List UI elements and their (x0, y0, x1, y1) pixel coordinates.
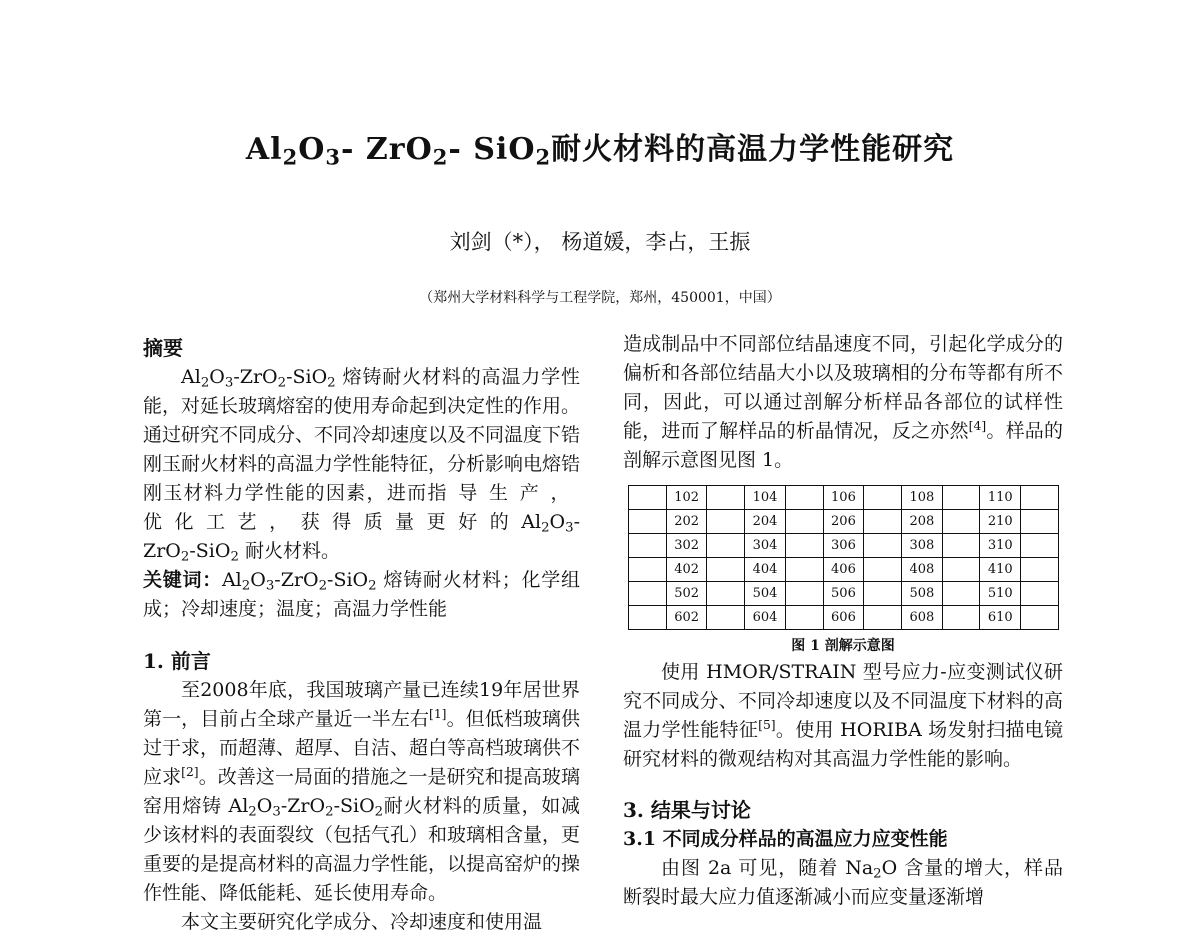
table-row (629, 486, 1059, 510)
dissection-diagram-table (628, 485, 1059, 630)
table-row (629, 534, 1059, 558)
citation-4: [4] (968, 419, 987, 434)
formula-al2o3-zro2-sio2: $Al_2O_3-ZrO_2-SiO_2$ (221, 569, 377, 594)
table-empty-cell (707, 558, 745, 582)
table-cell: 204 (745, 510, 786, 534)
table-empty-cell (1021, 558, 1059, 582)
right-column (623, 330, 1063, 912)
paper-title: $Al_2O_3-$ ZrO$_2$- SiO$_2$耐火材料的高温力学性能研究 (245, 132, 955, 170)
table-empty-cell (1021, 510, 1059, 534)
table-cell: 504 (745, 582, 786, 606)
section-3-1-paragraph: 由图 2a 可见，随着 $Na_2O$ 含量的增大，样品断裂时最大应力值逐渐减小而应变量逐渐增 (623, 857, 1063, 908)
intro-paragraph-1: 至2008年底，我国玻璃产量已连续19年居世界第一，目前占全球产量近一半左右[1]。但低档玻璃供过于求，而超薄、超厚、自洁、超白等高档玻璃供不应求[2]。改善这一局面的措施之一是研究和提高玻璃窑用熔铸 $Al_2O_3-ZrO_2-SiO_2$耐火材料的质量，如减少该材料的表面裂纹（包括气孔）和玻璃相含量，更重要的是提高材料的高温力学性能，以提高窑炉的操作性能、降低能耗、延长使用寿命。 (143, 679, 581, 904)
right-paragraph-2: 使用 HMOR/STRAIN 型号应力-应变测试仪研究不同成分、不同冷却速度以及不同温度下材料的高温力学性能特征[5]。使用 HORIBA 场发射扫描电镜研究材料的微观结构对其高温力学性能的影响。 (623, 661, 1063, 770)
table-cell: 108 (902, 486, 943, 510)
table-cell: 308 (902, 534, 943, 558)
table-row (629, 582, 1059, 606)
authors: 刘剑（*）， 杨道媛，李占，王振 (449, 230, 751, 254)
table-cell: 206 (823, 510, 864, 534)
left-column (143, 334, 580, 937)
keywords-label: 关键词： (143, 569, 222, 591)
section-1-heading: 1. 前言 (143, 649, 211, 673)
table-cell: 506 (823, 582, 864, 606)
table-cell: 608 (902, 606, 943, 630)
table-empty-cell (942, 486, 980, 510)
citation-5: [5] (758, 718, 776, 733)
table-cell: 210 (980, 510, 1021, 534)
table-cell: 508 (902, 582, 943, 606)
citation-1: [1] (429, 707, 447, 722)
abstract-body: $Al_2O_3-ZrO_2-SiO_2$ 熔铸耐火材料的高温力学性能，对延长玻璃熔窑的使用寿命起到决定性的作用。通过研究不同成分、不同冷却速度以及不同温度下锆刚玉耐火材料的高温力学性能特征，分析影响电熔锆刚玉材料力学性能的因素，进而指导生产，优化工艺，获得质量更好的$Al_2O_3-ZrO_2-SiO_2$ 耐火材料。 (143, 366, 581, 565)
citation-2: [2] (181, 765, 199, 780)
table-empty-cell (707, 510, 745, 534)
table-empty-cell (864, 558, 902, 582)
table-row (629, 510, 1059, 534)
table-cell: 510 (980, 582, 1021, 606)
section-3-heading: 3. 结果与讨论 (623, 798, 751, 822)
table-empty-cell (864, 534, 902, 558)
table-empty-cell (1021, 534, 1059, 558)
table-cell: 306 (823, 534, 864, 558)
formula-al2o3-zro2-sio2: $Al_2O_3-ZrO_2-SiO_2$ (228, 795, 384, 820)
table-empty-cell (785, 486, 823, 510)
table-cell: 502 (666, 582, 707, 606)
table-empty-cell (864, 510, 902, 534)
table-cell: 402 (666, 558, 707, 582)
table-cell: 606 (823, 606, 864, 630)
table-cell: 410 (980, 558, 1021, 582)
table-empty-cell (629, 534, 667, 558)
table-empty-cell (629, 510, 667, 534)
table-empty-cell (942, 558, 980, 582)
table-empty-cell (629, 558, 667, 582)
table-cell: 610 (980, 606, 1021, 630)
table-empty-cell (707, 534, 745, 558)
table-cell: 102 (666, 486, 707, 510)
table-empty-cell (864, 582, 902, 606)
table-empty-cell (785, 582, 823, 606)
formula-al2o3-zro2-sio2: $Al_2O_3-ZrO_2-SiO_2$ (143, 511, 580, 565)
table-empty-cell (785, 510, 823, 534)
table-cell: 104 (745, 486, 786, 510)
formula-al2o3-zro2-sio2: $Al_2O_3-ZrO_2-SiO_2$ (181, 366, 336, 391)
table-empty-cell (707, 486, 745, 510)
affiliation: （郑州大学材料科学与工程学院，郑州，450001，中国） (419, 290, 781, 306)
table-cell: 408 (902, 558, 943, 582)
table-empty-cell (707, 582, 745, 606)
table-empty-cell (785, 534, 823, 558)
table-empty-cell (785, 558, 823, 582)
table-cell: 406 (823, 558, 864, 582)
table-empty-cell (942, 606, 980, 630)
table-cell: 202 (666, 510, 707, 534)
table-cell: 310 (980, 534, 1021, 558)
table-cell: 110 (980, 486, 1021, 510)
table-empty-cell (1021, 486, 1059, 510)
table-empty-cell (1021, 582, 1059, 606)
table-empty-cell (785, 606, 823, 630)
table-empty-cell (629, 606, 667, 630)
right-paragraph-1: 造成制品中不同部位结晶速度不同，引起化学成分的偏析和各部位结晶大小以及玻璃相的分布等都有所不同，因此，可以通过剖解分析样品各部位的试样性能，进而了解样品的析晶情况，反之亦然[4]。样品的剖解示意图见图 1。 (623, 333, 1063, 471)
table-empty-cell (942, 582, 980, 606)
table-empty-cell (942, 510, 980, 534)
table-empty-cell (707, 606, 745, 630)
table-empty-cell (864, 606, 902, 630)
table-cell: 602 (666, 606, 707, 630)
abstract-heading: 摘要 (143, 336, 183, 360)
table-empty-cell (629, 582, 667, 606)
table-empty-cell (942, 534, 980, 558)
table-cell: 604 (745, 606, 786, 630)
table-cell: 302 (666, 534, 707, 558)
table-cell: 208 (902, 510, 943, 534)
section-3-1-heading: 3.1 不同成分样品的高温应力应变性能 (623, 828, 948, 850)
table-row (629, 606, 1059, 630)
table-empty-cell (864, 486, 902, 510)
table-row (629, 558, 1059, 582)
table-cell: 304 (745, 534, 786, 558)
table-cell: 404 (745, 558, 786, 582)
table-empty-cell (1021, 606, 1059, 630)
intro-paragraph-2: 本文主要研究化学成分、冷却速度和使用温 (181, 911, 543, 933)
keywords: 关键词：$Al_2O_3-ZrO_2-SiO_2$ 熔铸耐火材料；化学组成；冷却速度；温度；高温力学性能 (143, 569, 580, 620)
table-empty-cell (629, 486, 667, 510)
table-cell: 106 (823, 486, 864, 510)
figure-1-caption: 图 1 剖解示意图 (791, 638, 895, 654)
